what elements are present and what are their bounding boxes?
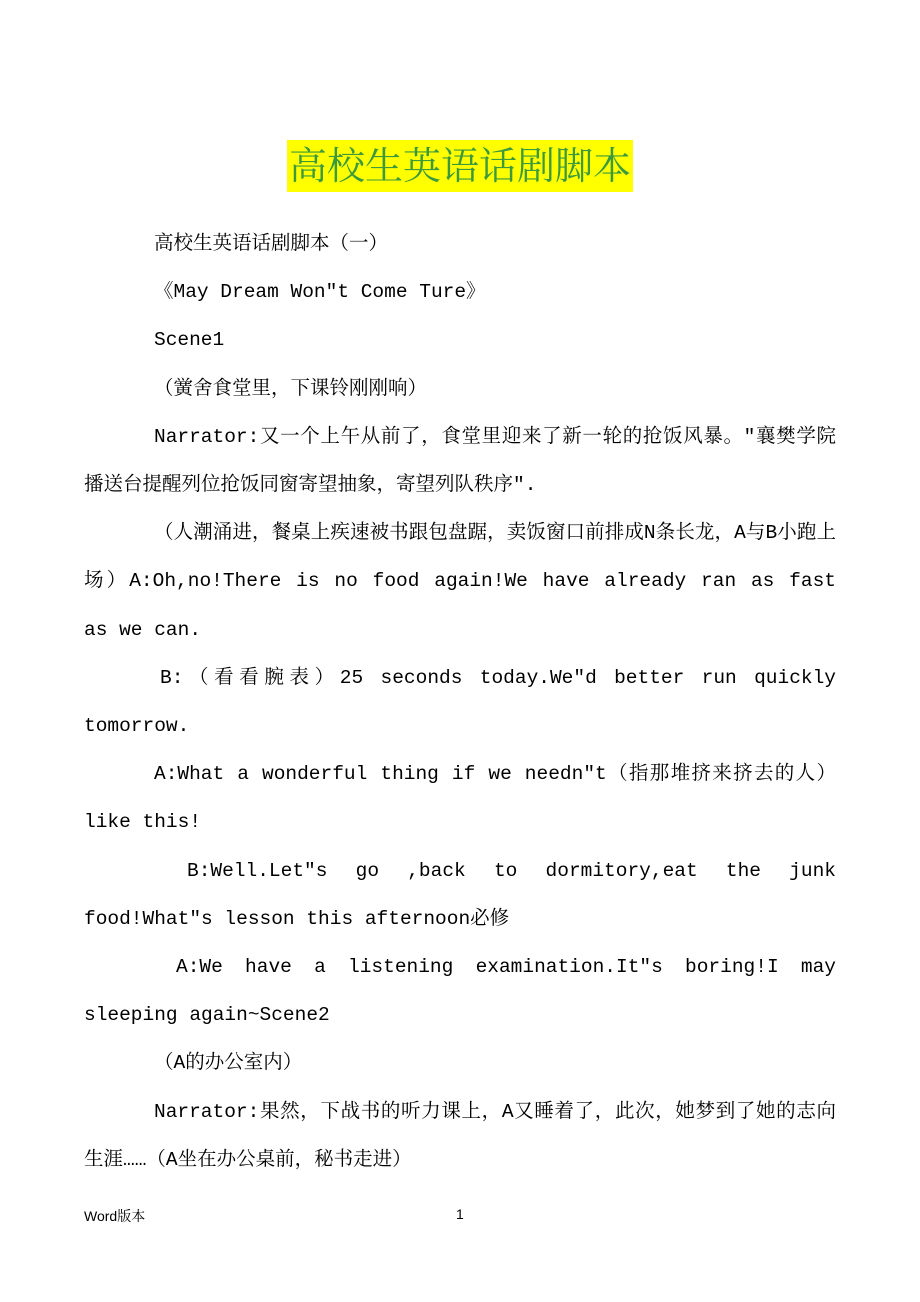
paragraph-b-2: B:Well.Let"s go ,back to dormitory,eat the junk food!What"s lesson this afternoon必修 <box>84 859 836 930</box>
paragraph-stage-direction: （黉舍食堂里，下课铃刚刚响） <box>154 377 428 400</box>
document-title: 高校生英语话剧脚本 <box>287 140 633 192</box>
paragraph-play-name: 《May Dream Won"t Come Ture》 <box>154 281 486 304</box>
document-body <box>84 220 836 1184</box>
paragraph-narrator-2: Narrator:果然，下战书的听力课上，A又睡着了，此次，她梦到了她的志向生涯……（A坐在办公桌前，秘书走进） <box>84 1100 836 1171</box>
paragraph-narrator-1: Narrator:又一个上午从前了，食堂里迎来了新一轮的抢饭风暴。"襄樊学院播送台提醒列位抢饭同窗寄望抽象，寄望列队秩序". <box>84 425 836 497</box>
paragraph-scene1: Scene1 <box>154 329 225 352</box>
footer-label: Word版本 <box>84 1208 146 1224</box>
paragraph-crowd: （人潮涌进，餐桌上疾速被书跟包盘踞，卖饭窗口前排成N条长龙，A与B小跑上场）A:Oh,no!There is no food again!We have already ran as fast as we can. <box>84 522 836 641</box>
paragraph-office: （A的办公室内） <box>154 1052 303 1075</box>
paragraph-a-1: A:What a wonderful thing if we needn"t（指那堆挤来挤去的人）like this! <box>84 763 836 834</box>
title-container <box>0 140 920 192</box>
paragraph-subtitle: 高校生英语话剧脚本（一） <box>154 233 389 255</box>
paragraph-a-2: A:We have a listening examination.It"s boring!I may sleeping again~Scene2 <box>84 956 836 1027</box>
page-number: 1 <box>456 1206 464 1222</box>
paragraph-b-1: B:（看看腕表）25 seconds today.We"d better run quickly tomorrow. <box>84 666 836 738</box>
